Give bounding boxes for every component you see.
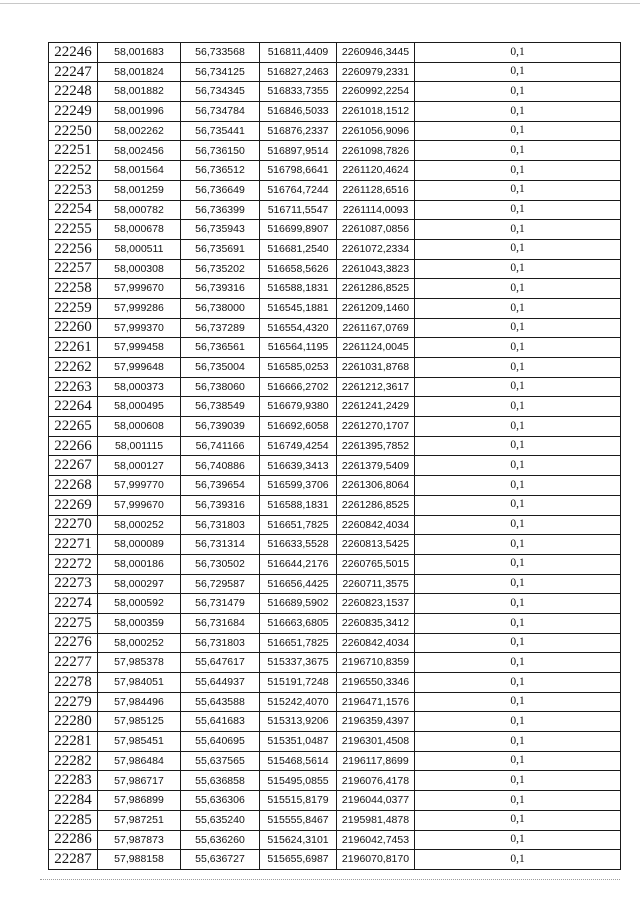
value-cell: 0,1 [415,161,621,181]
value-cell: 0,1 [415,535,621,555]
longitude-cell: 56,736561 [181,338,260,358]
x-coordinate-cell: 516588,1831 [260,279,337,299]
point-id-cell: 22265 [49,417,98,437]
latitude-cell: 58,001564 [98,161,181,181]
value-cell: 0,1 [415,712,621,732]
y-coordinate-cell: 2195981,4878 [337,810,415,830]
value-cell: 0,1 [415,397,621,417]
latitude-cell: 58,000252 [98,633,181,653]
longitude-cell: 55,644937 [181,673,260,693]
latitude-cell: 58,000592 [98,594,181,614]
longitude-cell: 56,734125 [181,62,260,82]
y-coordinate-cell: 2261379,5409 [337,456,415,476]
x-coordinate-cell: 516827,2463 [260,62,337,82]
value-cell: 0,1 [415,436,621,456]
table-row [49,771,621,791]
point-id-cell: 22259 [49,298,98,318]
table-row [49,377,621,397]
point-id-cell: 22276 [49,633,98,653]
value-cell: 0,1 [415,594,621,614]
value-cell: 0,1 [415,495,621,515]
table-row [49,358,621,378]
table-row [49,102,621,122]
point-id-cell: 22251 [49,141,98,161]
table-row [49,613,621,633]
latitude-cell: 57,986717 [98,771,181,791]
value-cell: 0,1 [415,298,621,318]
longitude-cell: 56,731314 [181,535,260,555]
table-row [49,732,621,752]
value-cell: 0,1 [415,338,621,358]
x-coordinate-cell: 516656,4425 [260,574,337,594]
latitude-cell: 58,000373 [98,377,181,397]
value-cell: 0,1 [415,830,621,850]
y-coordinate-cell: 2261031,8768 [337,358,415,378]
table-row [49,633,621,653]
y-coordinate-cell: 2261114,0093 [337,200,415,220]
value-cell: 0,1 [415,318,621,338]
latitude-cell: 58,000127 [98,456,181,476]
latitude-cell: 57,984051 [98,673,181,693]
value-cell: 0,1 [415,417,621,437]
latitude-cell: 58,001824 [98,62,181,82]
table-row [49,456,621,476]
point-id-cell: 22261 [49,338,98,358]
point-id-cell: 22274 [49,594,98,614]
value-cell: 0,1 [415,141,621,161]
value-cell: 0,1 [415,574,621,594]
y-coordinate-cell: 2261120,4624 [337,161,415,181]
longitude-cell: 56,734784 [181,102,260,122]
y-coordinate-cell: 2196471,1576 [337,692,415,712]
y-coordinate-cell: 2260711,3575 [337,574,415,594]
longitude-cell: 55,636260 [181,830,260,850]
page-top-rule [0,3,640,4]
latitude-cell: 57,999670 [98,279,181,299]
x-coordinate-cell: 516663,6805 [260,613,337,633]
latitude-cell: 57,999286 [98,298,181,318]
value-cell: 0,1 [415,220,621,240]
value-cell: 0,1 [415,751,621,771]
point-id-cell: 22281 [49,732,98,752]
coordinates-table-container [48,42,621,870]
latitude-cell: 58,002262 [98,121,181,141]
table-row [49,43,621,63]
y-coordinate-cell: 2196550,3346 [337,673,415,693]
x-coordinate-cell: 515351,0487 [260,732,337,752]
table-row [49,318,621,338]
table-row [49,436,621,456]
table-row [49,574,621,594]
table-row [49,751,621,771]
y-coordinate-cell: 2261072,2334 [337,239,415,259]
y-coordinate-cell: 2261018,1512 [337,102,415,122]
x-coordinate-cell: 516554,4320 [260,318,337,338]
point-id-cell: 22284 [49,791,98,811]
table-row [49,476,621,496]
x-coordinate-cell: 515337,3675 [260,653,337,673]
y-coordinate-cell: 2260765,5015 [337,554,415,574]
x-coordinate-cell: 516588,1831 [260,495,337,515]
longitude-cell: 56,735691 [181,239,260,259]
y-coordinate-cell: 2196070,8170 [337,850,415,870]
point-id-cell: 22252 [49,161,98,181]
point-id-cell: 22256 [49,239,98,259]
y-coordinate-cell: 2196042,7453 [337,830,415,850]
point-id-cell: 22257 [49,259,98,279]
point-id-cell: 22273 [49,574,98,594]
x-coordinate-cell: 515468,5614 [260,751,337,771]
point-id-cell: 22254 [49,200,98,220]
point-id-cell: 22275 [49,613,98,633]
table-row [49,200,621,220]
longitude-cell: 56,740886 [181,456,260,476]
latitude-cell: 57,988158 [98,850,181,870]
x-coordinate-cell: 516644,2176 [260,554,337,574]
table-row [49,259,621,279]
longitude-cell: 55,636306 [181,791,260,811]
x-coordinate-cell: 515191,7248 [260,673,337,693]
x-coordinate-cell: 516639,3413 [260,456,337,476]
value-cell: 0,1 [415,279,621,299]
value-cell: 0,1 [415,810,621,830]
y-coordinate-cell: 2261056,9096 [337,121,415,141]
longitude-cell: 56,735441 [181,121,260,141]
longitude-cell: 55,635240 [181,810,260,830]
x-coordinate-cell: 516564,1195 [260,338,337,358]
table-row [49,653,621,673]
longitude-cell: 56,739316 [181,279,260,299]
value-cell: 0,1 [415,653,621,673]
value-cell: 0,1 [415,633,621,653]
latitude-cell: 57,999370 [98,318,181,338]
y-coordinate-cell: 2260842,4034 [337,633,415,653]
table-row [49,850,621,870]
y-coordinate-cell: 2261167,0769 [337,318,415,338]
y-coordinate-cell: 2260946,3445 [337,43,415,63]
latitude-cell: 58,001683 [98,43,181,63]
value-cell: 0,1 [415,476,621,496]
longitude-cell: 56,736512 [181,161,260,181]
longitude-cell: 56,735004 [181,358,260,378]
value-cell: 0,1 [415,692,621,712]
x-coordinate-cell: 516846,5033 [260,102,337,122]
point-id-cell: 22263 [49,377,98,397]
y-coordinate-cell: 2196076,4178 [337,771,415,791]
point-id-cell: 22277 [49,653,98,673]
x-coordinate-cell: 516764,7244 [260,180,337,200]
x-coordinate-cell: 516599,3706 [260,476,337,496]
value-cell: 0,1 [415,259,621,279]
latitude-cell: 57,999770 [98,476,181,496]
x-coordinate-cell: 515242,4070 [260,692,337,712]
point-id-cell: 22264 [49,397,98,417]
x-coordinate-cell: 516897,9514 [260,141,337,161]
point-id-cell: 22268 [49,476,98,496]
latitude-cell: 57,985125 [98,712,181,732]
y-coordinate-cell: 2196710,8359 [337,653,415,673]
latitude-cell: 58,000782 [98,200,181,220]
latitude-cell: 58,001996 [98,102,181,122]
value-cell: 0,1 [415,613,621,633]
y-coordinate-cell: 2261306,8064 [337,476,415,496]
x-coordinate-cell: 516679,9380 [260,397,337,417]
value-cell: 0,1 [415,377,621,397]
value-cell: 0,1 [415,456,621,476]
table-row [49,338,621,358]
y-coordinate-cell: 2260823,1537 [337,594,415,614]
table-row [49,810,621,830]
value-cell: 0,1 [415,62,621,82]
value-cell: 0,1 [415,180,621,200]
table-row [49,791,621,811]
longitude-cell: 56,731684 [181,613,260,633]
x-coordinate-cell: 516651,7825 [260,515,337,535]
table-row [49,495,621,515]
table-row [49,62,621,82]
latitude-cell: 57,984496 [98,692,181,712]
latitude-cell: 58,000089 [98,535,181,555]
latitude-cell: 58,000678 [98,220,181,240]
x-coordinate-cell: 516811,4409 [260,43,337,63]
y-coordinate-cell: 2261286,8525 [337,495,415,515]
value-cell: 0,1 [415,673,621,693]
y-coordinate-cell: 2261286,8525 [337,279,415,299]
point-id-cell: 22247 [49,62,98,82]
y-coordinate-cell: 2260813,5425 [337,535,415,555]
value-cell: 0,1 [415,515,621,535]
value-cell: 0,1 [415,791,621,811]
value-cell: 0,1 [415,239,621,259]
table-row [49,830,621,850]
y-coordinate-cell: 2261212,3617 [337,377,415,397]
point-id-cell: 22282 [49,751,98,771]
latitude-cell: 58,000297 [98,574,181,594]
point-id-cell: 22267 [49,456,98,476]
x-coordinate-cell: 515655,6987 [260,850,337,870]
longitude-cell: 56,741166 [181,436,260,456]
value-cell: 0,1 [415,121,621,141]
longitude-cell: 56,729587 [181,574,260,594]
y-coordinate-cell: 2196117,8699 [337,751,415,771]
x-coordinate-cell: 515515,8179 [260,791,337,811]
latitude-cell: 57,999648 [98,358,181,378]
point-id-cell: 22248 [49,82,98,102]
latitude-cell: 58,001259 [98,180,181,200]
latitude-cell: 58,000252 [98,515,181,535]
x-coordinate-cell: 516749,4254 [260,436,337,456]
x-coordinate-cell: 516681,2540 [260,239,337,259]
longitude-cell: 55,640695 [181,732,260,752]
value-cell: 0,1 [415,358,621,378]
value-cell: 0,1 [415,102,621,122]
x-coordinate-cell: 516692,6058 [260,417,337,437]
x-coordinate-cell: 515495,0855 [260,771,337,791]
table-row [49,417,621,437]
y-coordinate-cell: 2261270,1707 [337,417,415,437]
y-coordinate-cell: 2196301,4508 [337,732,415,752]
y-coordinate-cell: 2260992,2254 [337,82,415,102]
table-row [49,712,621,732]
value-cell: 0,1 [415,732,621,752]
point-id-cell: 22246 [49,43,98,63]
point-id-cell: 22270 [49,515,98,535]
longitude-cell: 56,731803 [181,515,260,535]
longitude-cell: 56,735202 [181,259,260,279]
table-row [49,298,621,318]
latitude-cell: 58,000308 [98,259,181,279]
longitude-cell: 56,739039 [181,417,260,437]
x-coordinate-cell: 515624,3101 [260,830,337,850]
table-row [49,239,621,259]
longitude-cell: 56,737289 [181,318,260,338]
latitude-cell: 57,986899 [98,791,181,811]
value-cell: 0,1 [415,850,621,870]
latitude-cell: 57,987873 [98,830,181,850]
point-id-cell: 22285 [49,810,98,830]
y-coordinate-cell: 2261087,0856 [337,220,415,240]
point-id-cell: 22271 [49,535,98,555]
y-coordinate-cell: 2196044,0377 [337,791,415,811]
latitude-cell: 58,001882 [98,82,181,102]
point-id-cell: 22269 [49,495,98,515]
value-cell: 0,1 [415,43,621,63]
y-coordinate-cell: 2260979,2331 [337,62,415,82]
y-coordinate-cell: 2261128,6516 [337,180,415,200]
latitude-cell: 58,000186 [98,554,181,574]
longitude-cell: 56,731479 [181,594,260,614]
longitude-cell: 56,736399 [181,200,260,220]
table-row [49,279,621,299]
table-row [49,141,621,161]
longitude-cell: 55,641683 [181,712,260,732]
x-coordinate-cell: 516876,2337 [260,121,337,141]
longitude-cell: 56,739316 [181,495,260,515]
point-id-cell: 22262 [49,358,98,378]
table-row [49,673,621,693]
point-id-cell: 22283 [49,771,98,791]
longitude-cell: 56,733568 [181,43,260,63]
table-row [49,692,621,712]
value-cell: 0,1 [415,771,621,791]
latitude-cell: 58,000359 [98,613,181,633]
table-row [49,594,621,614]
coordinates-table-body [49,43,621,870]
y-coordinate-cell: 2196359,4397 [337,712,415,732]
latitude-cell: 57,985378 [98,653,181,673]
longitude-cell: 55,647617 [181,653,260,673]
y-coordinate-cell: 2261395,7852 [337,436,415,456]
coordinates-table [48,42,621,870]
x-coordinate-cell: 516833,7355 [260,82,337,102]
longitude-cell: 55,636858 [181,771,260,791]
latitude-cell: 58,002456 [98,141,181,161]
x-coordinate-cell: 516666,2702 [260,377,337,397]
value-cell: 0,1 [415,82,621,102]
latitude-cell: 57,987251 [98,810,181,830]
point-id-cell: 22287 [49,850,98,870]
x-coordinate-cell: 516651,7825 [260,633,337,653]
point-id-cell: 22278 [49,673,98,693]
x-coordinate-cell: 516711,5547 [260,200,337,220]
x-coordinate-cell: 516699,8907 [260,220,337,240]
point-id-cell: 22286 [49,830,98,850]
table-row [49,161,621,181]
point-id-cell: 22280 [49,712,98,732]
point-id-cell: 22279 [49,692,98,712]
latitude-cell: 58,000608 [98,417,181,437]
x-coordinate-cell: 515555,8467 [260,810,337,830]
y-coordinate-cell: 2260842,4034 [337,515,415,535]
y-coordinate-cell: 2261098,7826 [337,141,415,161]
y-coordinate-cell: 2261124,0045 [337,338,415,358]
latitude-cell: 57,999458 [98,338,181,358]
x-coordinate-cell: 516798,6641 [260,161,337,181]
point-id-cell: 22253 [49,180,98,200]
value-cell: 0,1 [415,554,621,574]
y-coordinate-cell: 2261241,2429 [337,397,415,417]
longitude-cell: 56,735943 [181,220,260,240]
point-id-cell: 22260 [49,318,98,338]
y-coordinate-cell: 2261043,3823 [337,259,415,279]
table-row [49,397,621,417]
table-row [49,515,621,535]
point-id-cell: 22258 [49,279,98,299]
point-id-cell: 22272 [49,554,98,574]
x-coordinate-cell: 515313,9206 [260,712,337,732]
longitude-cell: 56,736150 [181,141,260,161]
longitude-cell: 56,736649 [181,180,260,200]
point-id-cell: 22250 [49,121,98,141]
point-id-cell: 22255 [49,220,98,240]
point-id-cell: 22266 [49,436,98,456]
table-row [49,554,621,574]
longitude-cell: 56,738549 [181,397,260,417]
x-coordinate-cell: 516658,5626 [260,259,337,279]
y-coordinate-cell: 2261209,1460 [337,298,415,318]
latitude-cell: 58,000495 [98,397,181,417]
longitude-cell: 55,636727 [181,850,260,870]
latitude-cell: 58,001115 [98,436,181,456]
longitude-cell: 56,734345 [181,82,260,102]
x-coordinate-cell: 516545,1881 [260,298,337,318]
x-coordinate-cell: 516585,0253 [260,358,337,378]
longitude-cell: 56,738060 [181,377,260,397]
longitude-cell: 56,739654 [181,476,260,496]
longitude-cell: 56,730502 [181,554,260,574]
page-bottom-rule [40,879,620,880]
table-row [49,180,621,200]
table-row [49,220,621,240]
x-coordinate-cell: 516689,5902 [260,594,337,614]
longitude-cell: 56,738000 [181,298,260,318]
point-id-cell: 22249 [49,102,98,122]
table-row [49,535,621,555]
latitude-cell: 58,000511 [98,239,181,259]
table-row [49,121,621,141]
longitude-cell: 55,643588 [181,692,260,712]
longitude-cell: 56,731803 [181,633,260,653]
x-coordinate-cell: 516633,5528 [260,535,337,555]
longitude-cell: 55,637565 [181,751,260,771]
value-cell: 0,1 [415,200,621,220]
latitude-cell: 57,986484 [98,751,181,771]
y-coordinate-cell: 2260835,3412 [337,613,415,633]
table-row [49,82,621,102]
latitude-cell: 57,985451 [98,732,181,752]
latitude-cell: 57,999670 [98,495,181,515]
